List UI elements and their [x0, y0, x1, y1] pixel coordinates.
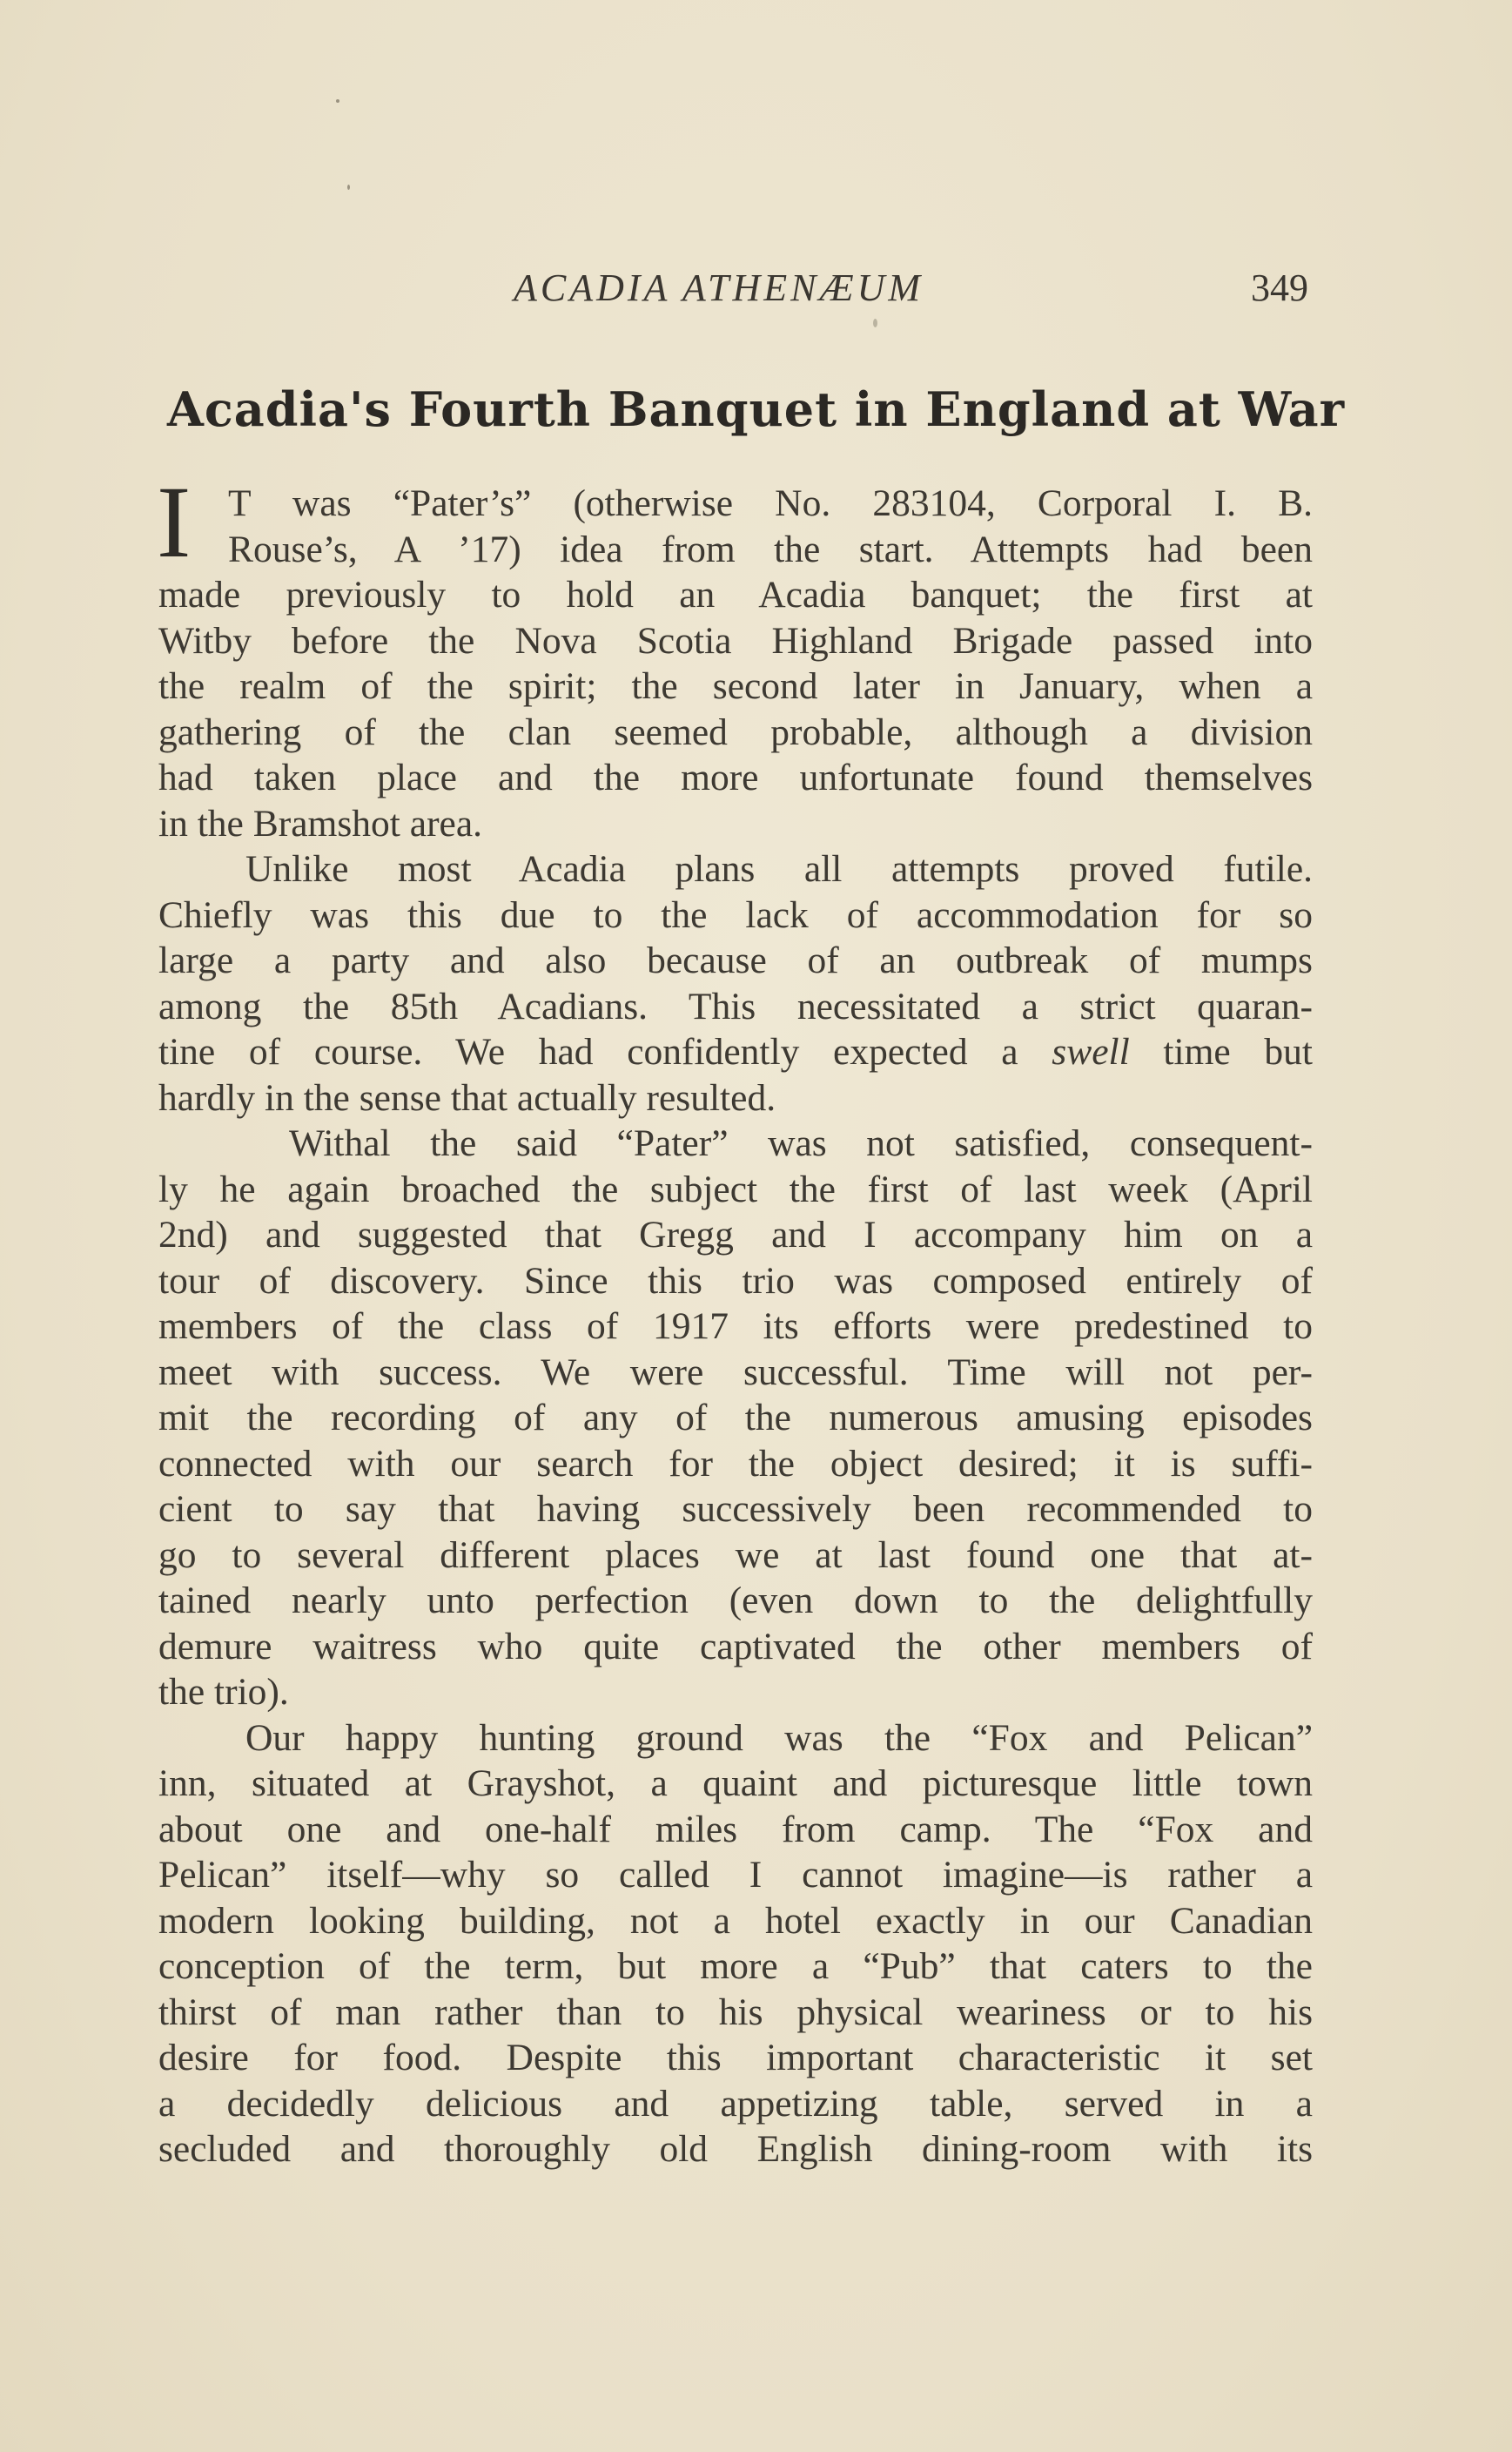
article-body: [157, 465, 1313, 2172]
body-line: tour of discovery. Since this trio was composed entirely of: [158, 1259, 1313, 1302]
body-line: hardly in the sense that actually resulted.: [158, 1076, 776, 1119]
body-line: Our happy hunting ground was the “Fox and Pelican”: [245, 1716, 1313, 1759]
body-line: modern looking building, not a hotel exactly in our Canadian: [158, 1899, 1313, 1942]
body-line: Witby before the Nova Scotia Highland Brigade passed into: [158, 619, 1313, 662]
running-head: ACADIA ATHENÆUM: [514, 266, 924, 309]
body-line: gathering of the clan seemed probable, although a division: [158, 711, 1313, 753]
emphasis-word: swell: [1052, 1031, 1130, 1073]
body-line: Withal the said “Pater” was not satisfied, consequent-: [289, 1122, 1313, 1164]
body-line: about one and one-half miles from camp. The “Fox and: [158, 1808, 1313, 1850]
body-line: ly he again broached the subject the first of last week (April: [158, 1168, 1313, 1210]
body-line: meet with success. We were successful. Time will not per-: [158, 1351, 1313, 1393]
body-line: Unlike most Acadia plans all attempts proved futile.: [245, 848, 1313, 890]
body-line: the realm of the spirit; the second later in January, when a: [158, 665, 1313, 707]
body-line: demure waitress who quite captivated the other members of: [158, 1625, 1313, 1667]
body-line: tine of course. We had confidently expected a swell time but: [158, 1031, 1313, 1073]
paper-speck: [336, 99, 339, 103]
body-line: Rouse’s, A ’17) idea from the start. Attempts had been: [228, 528, 1313, 570]
body-line: 2nd) and suggested that Gregg and I accompany him on a: [158, 1214, 1313, 1256]
body-line: mit the recording of any of the numerous amusing episodes: [158, 1397, 1313, 1438]
body-line: Chiefly was this due to the lack of accommodation for so: [158, 893, 1313, 936]
body-line: tained nearly unto perfection (even down to the delightfully: [158, 1580, 1313, 1621]
drop-cap: I: [157, 465, 192, 579]
body-line: go to several different places we at last found one that at-: [158, 1533, 1313, 1576]
body-line: secluded and thoroughly old English dining-room with its: [158, 2128, 1313, 2170]
body-line: desire for food. Despite this important characteristic it set: [158, 2037, 1313, 2078]
body-line: I T was “Pater’s” (otherwise No. 283104, Corporal I. B.: [157, 465, 1313, 579]
body-line: conception of the term, but more a “Pub” that caters to the: [158, 1945, 1313, 1987]
body-line: thirst of man rather than to his physical weariness or to his: [158, 1991, 1313, 2033]
body-line: inn, situated at Grayshot, a quaint and picturesque little town: [158, 1762, 1313, 1804]
body-line: Pelican” itself—why so called I cannot imagine—is rather a: [158, 1854, 1313, 1896]
body-line: made previously to hold an Acadia banquet; the first at: [158, 574, 1313, 616]
body-line: the trio).: [158, 1671, 289, 1713]
body-line: large a party and also because of an outbreak of mumps: [158, 940, 1313, 981]
body-line: a decidedly delicious and appetizing table, served in a: [158, 2082, 1313, 2125]
page-number: 349: [1251, 266, 1308, 309]
body-line: among the 85th Acadians. This necessitated a strict quaran-: [158, 985, 1313, 1027]
paper-speck: [873, 319, 877, 327]
body-line: had taken place and the more unfortunate found themselves: [158, 757, 1313, 798]
body-line: members of the class of 1917 its efforts were predestined to: [158, 1305, 1313, 1347]
body-line: in the Bramshot area.: [158, 802, 483, 845]
paper-speck: [347, 185, 350, 190]
body-line: cient to say that having successively been recommended to: [158, 1488, 1313, 1530]
article-title: Acadia's Fourth Banquet in England at War: [166, 381, 1346, 437]
body-line: connected with our search for the object desired; it is suffi-: [158, 1442, 1313, 1485]
